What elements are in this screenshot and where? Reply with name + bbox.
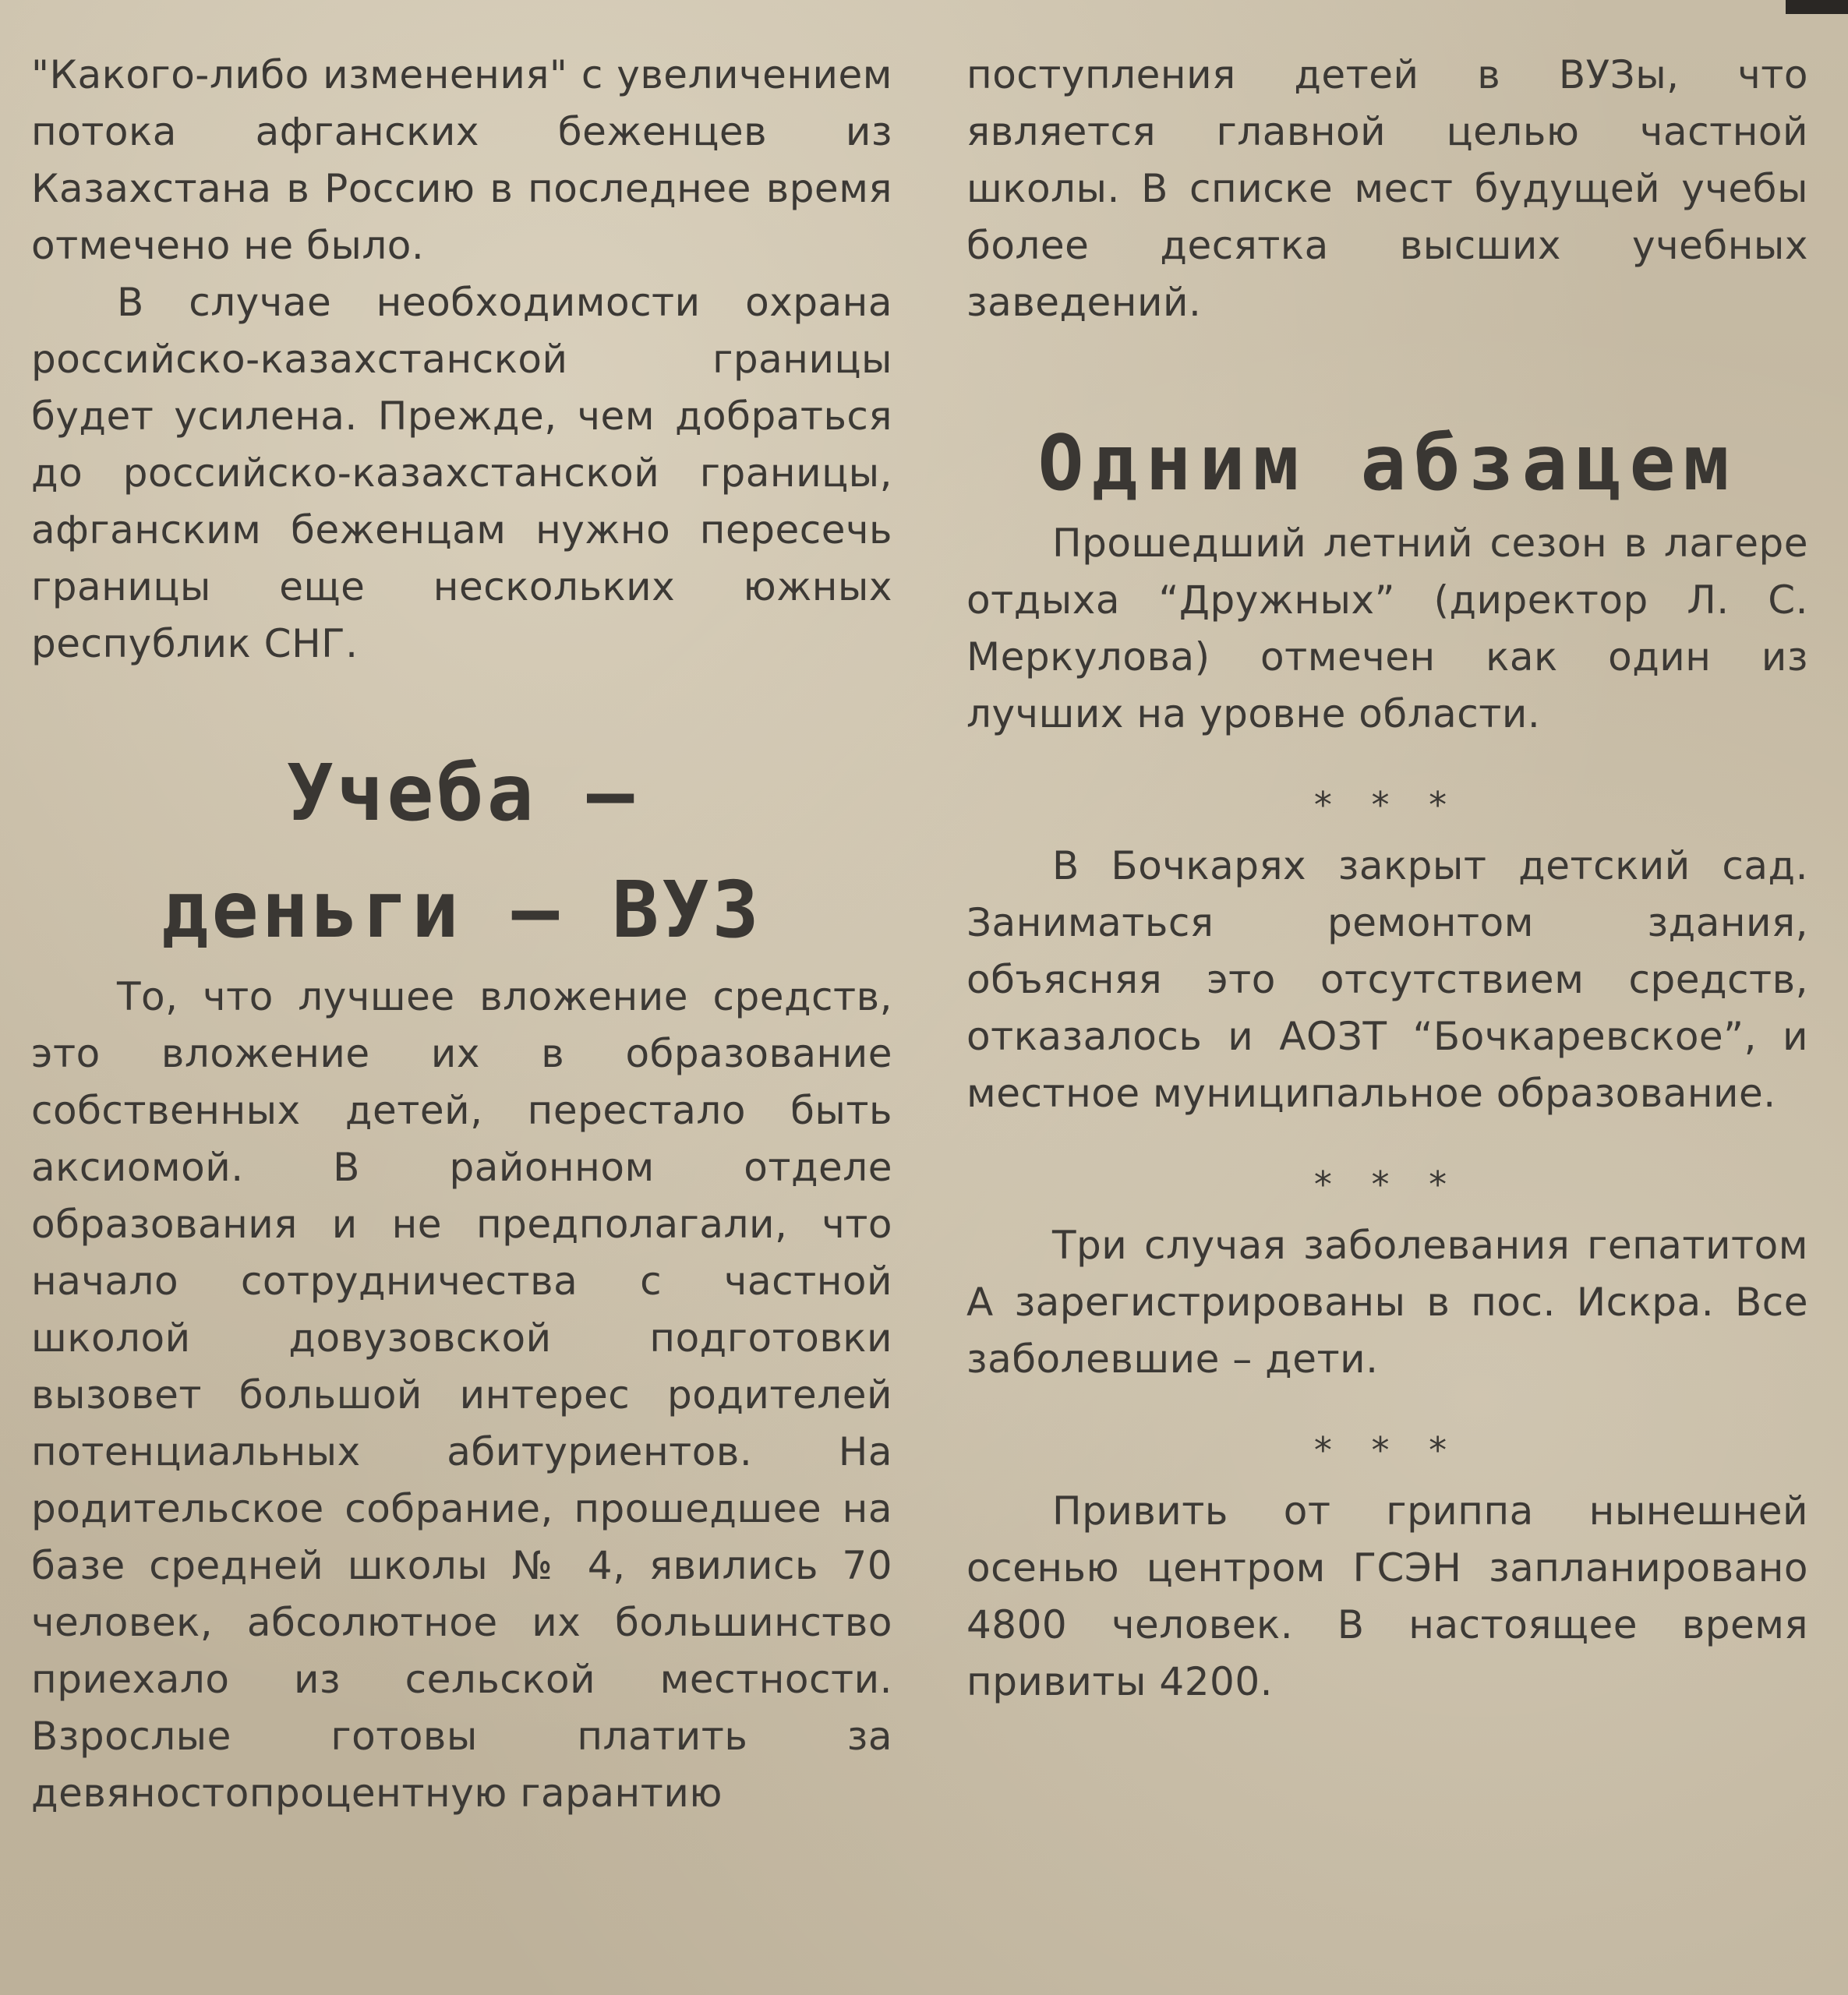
education-headline-line-2: деньги – ВУЗ bbox=[161, 864, 762, 955]
separator-stars-3: * * * bbox=[1313, 1429, 1461, 1471]
refugees-paragraph-1: "Какого-либо изменения" с увеличением потока афганских беженцев из Казахстана в Россию в последнее время отмечено не было. bbox=[31, 52, 892, 268]
separator-stars-2: * * * bbox=[1313, 1163, 1461, 1206]
brief-item-hepatitis: Три случая заболевания гепатитом А зарегистрированы в пос. Искра. Все заболевшие – дети. bbox=[966, 1223, 1808, 1382]
brief-item-kindergarten: В Бочкарях закрыт детский сад. Заниматься ремонтом здания, объясняя это отсутствием средств, отказалось и АОЗТ “Бочкаревское”, и местное муниципальное образование. bbox=[966, 843, 1808, 1116]
education-headline bbox=[31, 735, 892, 969]
education-article-continuation: поступления детей в ВУЗы, что является главной целью частной школы. В списке мест будущей учебы более десятка высших учебных заведений. bbox=[966, 52, 1808, 325]
education-headline-line-1: Учеба – bbox=[286, 747, 638, 839]
education-article-body: То, что лучшее вложение средств, это вложение их в образование собственных детей, перестало быть аксиомой. В районном отделе образования и не предполагали, что начало сотрудничества с частной школой довузовской подготовки вызовет большой интерес родителей потенциальных абитуриентов. На родительское собрание, прошедшее на базе средней школы № 4, явились 70 человек, абсолютное их большинство приехало из сельской местности. Взрослые готовы платить за девяностопроцентную гарантию bbox=[31, 974, 892, 1816]
separator-stars-1: * * * bbox=[1313, 784, 1461, 826]
in-brief-headline: Одним абзацем bbox=[1037, 419, 1737, 508]
right-column bbox=[966, 0, 1808, 1711]
left-column bbox=[31, 0, 892, 1822]
brief-item-flu-vaccination: Привить от гриппа нынешней осенью центром ГСЭН запланировано 4800 человек. В настоящее время привиты 4200. bbox=[966, 1488, 1808, 1704]
refugees-paragraph-2: В случае необходимости охрана российско-казахстанской границы будет усилена. Прежде, чем добраться до российско-казахстанской границы, афганским беженцам нужно пересечь границы еще нескольких южных республик СНГ. bbox=[31, 280, 892, 666]
brief-item-camp-season: Прошедший летний сезон в лагере отдыха “Дружных” (директор Л. С. Меркулова) отмечен как один из лучших на уровне области. bbox=[966, 521, 1808, 736]
